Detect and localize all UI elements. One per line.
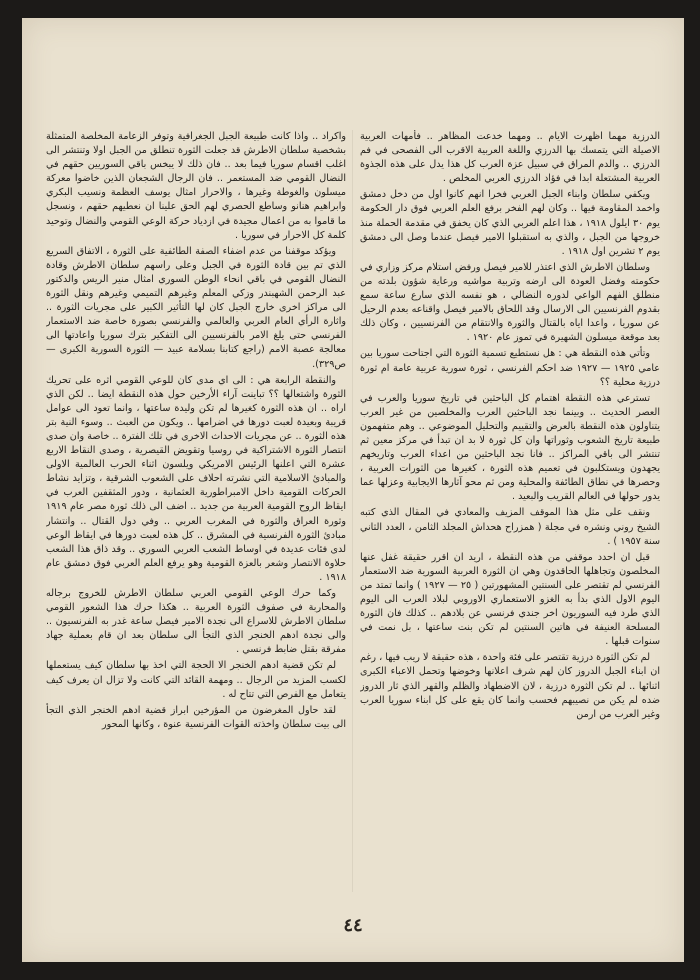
paragraph: لقد حاول المغرضون من المؤرخين ابراز قضية ادهم الخنجر الذي التجأ الى بيت سلطان واخذته القوات الفرنسية عنوة ، وكانها المحور bbox=[46, 704, 346, 730]
paragraph: ويكفي سلطان وابناء الجبل العربي فخرا انهم كانوا اول من دخل دمشق واخمد المقاومة فيها .. وكان لهم الفخر برفع العلم العربي فوق دار الحكومة يوم ٣٠ ايلول ١٩١٨ ، هذا اعلم العربي الذي كان يخفق في مقدمة الحملة منذ خروجها من الجبل ، والذي به استقبلوا الامير فيصل عندما وصل الى دمشق يوم ٢ تشرين اول ١٩١٨ . bbox=[360, 189, 660, 257]
paragraph: ويؤكد موقفنا من عدم اضفاء الصفة الطائفية على الثورة ، الاتفاق السريع الذي تم بين قادة الثورة في الجبل وعلى راسهم سلطان الاطرش وقادة النضال القومي في باقي انحاء الوطن السوري امثال منير الريس والدكتور عبد الرحمن الشهبندر وزكي المعلم وغيرهم التميمي وغيرهم ونقل الثورة الى مراكز اخرى خارج الجبل كان لها التأثير الكبير على مجريات الثورة .. واثارة الرأي العام العربي والعالمي والفرنسي بصورة خاصة ضد الاستعمار الفرنسي حتى يلغ الامر بالفرنسيين الى التفكير بترك سوريا واعادتها الى معالجة عصبة الامم (راجع كتابنا بسلامة عبيد — الثورة السورية الكبرى — ص٣٢٩). bbox=[46, 245, 346, 370]
paragraph: لم تكن قضية ادهم الخنجر الا الحجة التي اخذ بها سلطان كيف يستعملها لكسب المزيد من الرجال .. ومهمة القائد التي كانت ولا تزال ان يعرف كيف يتعامل مع الفرص التي تتاح له . bbox=[46, 660, 346, 700]
paragraph: واكراد .. واذا كانت طبيعة الجبل الجغرافية وتوفر الزعامة المخلصة المتمثلة بشخصية سلطان الاطرش قد جعلت الثورة تنطلق من الجبل اولا وتنتشر الى اغلب اقسام سوريا فيما بعد .. فان ذلك لا يبخس باقي السوريين حقهم في النضال القومي ضد المستعمر .. فان الرجال الشجعان الذين خاضوا معركة ميسلون والغوطة وغيرها ، والاحرار امثال يوسف العظمة ونسيب البكري وابراهيم هنانو وساطع الحصري لهم الحق علينا ان نعطيهم حقهم ، ونسجل ما قاموا به من اعمال مجيدة في ازدياد حركة الوعي القومي والنضال وتوحيد كلمة كل الاحرار في سوريا . bbox=[46, 131, 346, 241]
paragraph: قبل ان احدد موقفي من هذه النقطة ، اريد ان اقرر حقيقة غفل عنها المخلصون وتجاهلها الحاقدون وهي ان الثورة العربية السورية ضد الاستعمار الفرنسي لم تقتصر على السنتين المشهورتين ( ٢٥ — ١٩٢٧ ) وانما تمتد من اليوم الاول الذي بدأ به الغزو الاستعماري الاوروبي لبلاد العرب الى اليوم الذي طرد فيه السوريون اخر جندي فرنسي عن بلادهم .. كذلك فان الثورة المسلحة العنيفة في هاتين السنتين لم تكن بنت ساعتها ، بل نمت في سنوات قبلها . bbox=[360, 551, 660, 648]
paragraph: وتأتي هذه النقطة هي : هل نستطيع تسمية الثورة التي اجتاحت سوريا بين عامي ١٩٢٥ — ١٩٢٧ ضد احكم الفرنسي ، ثورة سورية عربية عامة ام ثورة درزية محلية ؟؟ bbox=[360, 348, 660, 388]
column-gutter bbox=[352, 130, 353, 892]
paragraph: والنقطة الرابعة هي : الى اي مدى كان للوعي القومي اثره على تحريك الثورة واشتعالها ؟؟ تباينت آراء الأرخين حول هذه النقطة ايضا .. لكن الذي اراه .. ان هذه الثورة كغيرها لم تكن وليدة ساعتها ، وانما تعود الى عوامل قريبة وبعيدة لعبت دورها في اضرامها .. ويكون من العبث .. وسوء النية بتر هذه الثورة .. عن مجريات الاحداث الاخرى في تلك الفترة .. خاصة وان صدى انتصار الثورة الاشتراكية في روسيا وتقويض القيصرية ، وصدى النقاط الاربع عشرة التي اعلنها الرئيس الامريكي ويلسون اثناء الحرب العالمية الاولى والمبادئ الاسلامية التي نشرته احلاف على الشعوب الشرقية ، وتزايد نشاط الحركات القومية داخل الامبراطورية العثمانية ، ودور المثقفين العرب في ايقاظ الروح القومية العربية من جديد .. اضف الى ذلك ثورة مصر عام ١٩١٩ وثورة العراق والثورة في المغرب العربي .. وفي دول القتال .. وانتشار مبادئ الثورة الفرنسية في المشرق .. كل هذه لعبت دورها في ايقاظ الوعي لدى فئات عديدة في اوساط الشعب العربي السوري .. وقد ذاق هذا الشعب حلاوة الانتصار وشعر بالعزة القومية وهو يرفع العلم العربي فوق دمشق عام ١٩١٨ . bbox=[46, 374, 346, 583]
left-text-column bbox=[46, 130, 346, 892]
paragraph: وكما حرك الوعي القومي العربي سلطان الاطرش للخروج برجاله والمحاربة في صفوف الثورة العربية .. هكذا حرك هذا الشعور القومي سلطان الاطرش للاسراع الى نجدة الامير فيصل ساعة غدر به الفرنسيون .. والى نجدة ادهم الخنجر الذي التجأ الى سلطان بعد ان قام بعملية جهاد مفرقة بقتل ضابط فرنسي . bbox=[46, 588, 346, 656]
paragraph: الدرزية مهما اظهرت الايام .. ومهما خدعت المظاهر .. فأمهات العربية الاصيلة التي يتمسك بها الدرزي واللغة العربية الاقرب الى الفصحى في فم الدرزي .. والدم المراق في سبيل عزة العرب كل هذا يدل على هذه الجذوة العربية المشتعلة ابدا في فؤاد الدرزي العربي المخلص . bbox=[360, 131, 660, 185]
paragraph: لم تكن الثورة درزية تقتصر على فئة واحدة ، هذه حقيقة لا ريب فيها ، رغم ان ابناء الجبل الدروز كان لهم شرف اعلانها وخوضها وتحمل الاعباء الكبرى اثنائها .. لم تكن الثورة درزية ، لان الاضطهاد والظلم والقهر الذي ثار الدروز ضده لم يكن من نصيبهم فحسب وانما كان يقع على كل ابناء سوريا العرب وغير العرب من ارمن bbox=[360, 652, 660, 720]
paragraph: تسترعي هذه النقطة اهتمام كل الباحثين في تاريخ سوريا والعرب في العصر الحديث .. وبينما نجد الباحثين العرب والمخلصين من غير العرب يتناولون هذه النقطة بالعرض والتقييم والتحليل الموضوعي .. وهم متفهمون طبيعة تاريخ الشعوب وثوراتها وان كل ثورة لا بد ان تبدأ في مركز معين ثم تنتشر الى باقي المراكز .. فانا نجد الباحثين من اعداء العرب وتاريخهم يجهدون ويستكلبون في تعميم هذه الثورة ، كغيرها من الثورات العربية ، وحصرها في نطاق الطائفة والمحلية ومن ثم محو آثارها الايجابية وعزلها عما يدور حولها في العالم القريب والبعيد . bbox=[360, 392, 660, 503]
paragraph: ونقف على مثل هذا الموقف المزيف والمعادي في المقال الذي كتبه الشيخ روني ونشره في مجلة ( همزراح هحداش المجلد الثامن ، العدد الثاني سنة ١٩٥٧ ) . bbox=[360, 507, 660, 547]
paragraph: وسلطان الاطرش الذي اعتذر للامير فيصل ورفض استلام مركز وزاري في حكومته وفضل العودة الى ارضه وتربية مواشيه ورعاية شؤون بلدته من منطلق الفهم الواعي لدوره النضالي ، هو نفسه الذي سارع ساعة سمع بقدوم الفرنسيين الى الارسال وقد اللحاق بالامير فيصل واقناعه بعدم الرحيل عن سوريا ، واعدا اياه بالقتال والثورة والانتقام من الفرنسيين ، وكان ذلك بعد موقعة ميسلون الشهيرة في تموز عام ١٩٢٠ . bbox=[360, 261, 660, 344]
right-text-column bbox=[360, 130, 660, 892]
page-number: ٤٤ bbox=[343, 915, 363, 936]
magazine-page bbox=[22, 18, 684, 962]
